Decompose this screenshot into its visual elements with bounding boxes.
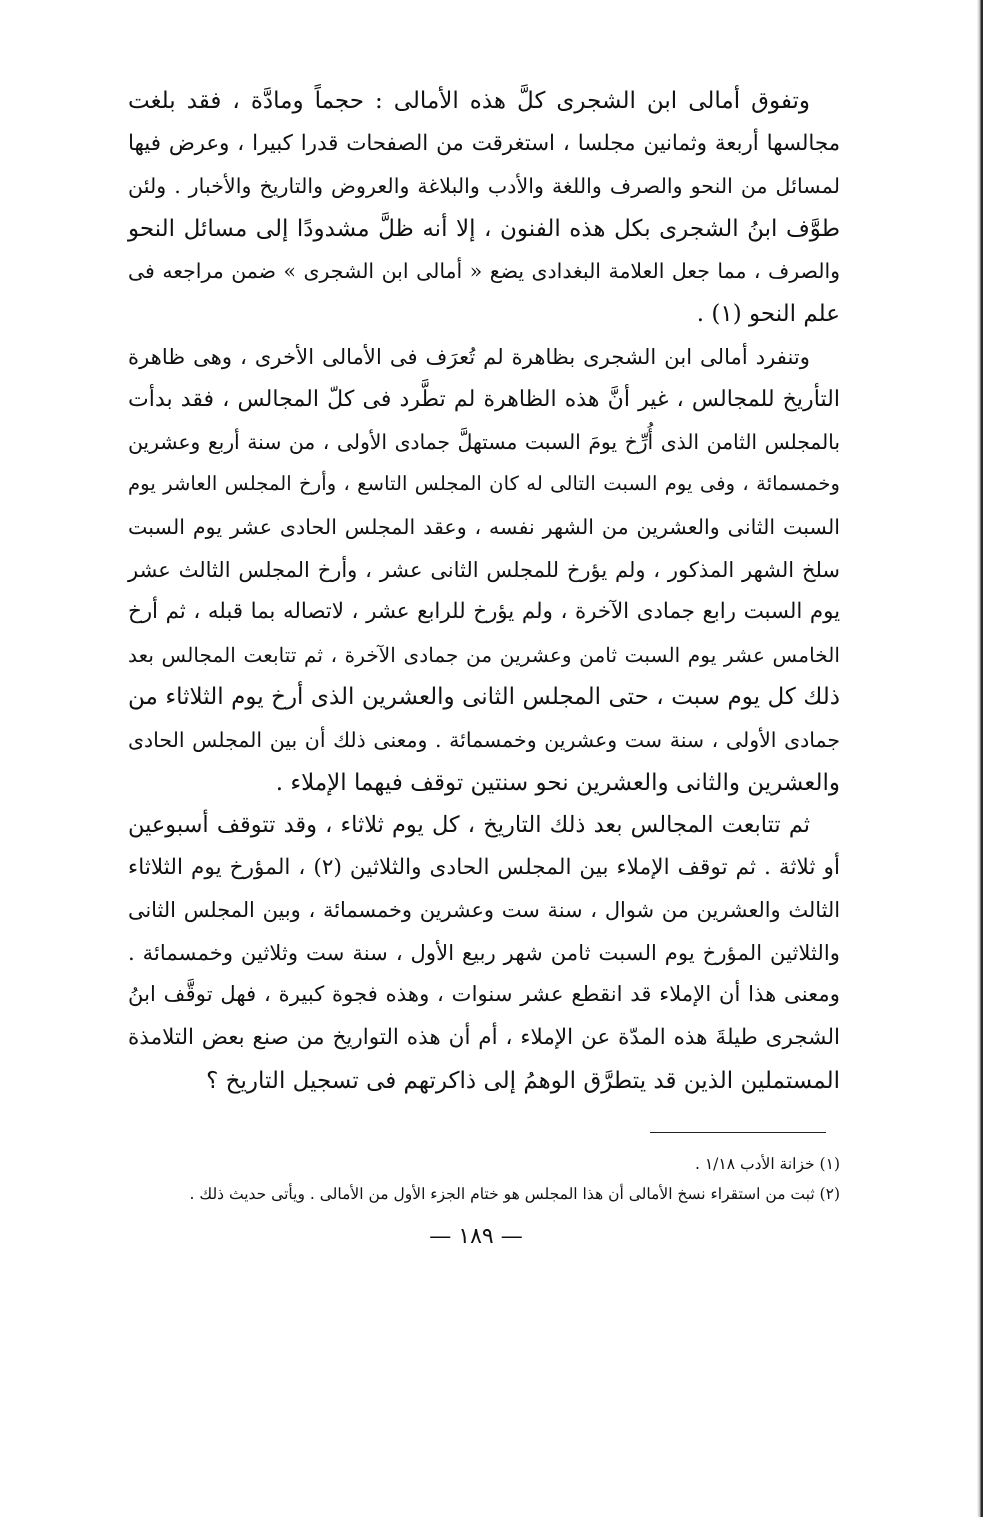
text-line: لمسائل من النحو والصرف واللغة والأدب والبلاغة والعروض والتاريخ والأخبار . ولئن bbox=[128, 174, 840, 199]
text-line: الثالث والعشرين من شوال ، سنة ست وعشرين وخمسمائة ، وبين المجلس الثانى bbox=[128, 898, 840, 923]
text-line: والثلاثين المؤرخ يوم السبت ثامن شهر ربيع الأول ، سنة ست وثلاثين وخمسمائة . bbox=[128, 939, 840, 965]
text-line: ثم تتابعت المجالس بعد ذلك التاريخ ، كل يوم ثلاثاء ، وقد تتوقف أسبوعين bbox=[128, 812, 810, 839]
paragraph-3 bbox=[128, 804, 840, 1102]
paragraph-2 bbox=[128, 336, 840, 805]
footnote-2: (٢) ثبت من استقراء نسخ الأمالى أن هذا المجلس هو ختام الجزء الأول من الأمالى . ويأتى حديث ذلك . bbox=[189, 1185, 840, 1203]
text-line: سلخ الشهر المذكور ، ولم يؤرخ للمجلس الثانى عشر ، وأرخ المجلس الثالث عشر bbox=[128, 557, 840, 582]
text-line: ومعنى هذا أن الإملاء قد انقطع عشر سنوات ، وهذه فجوة كبيرة ، فهل توقَّف ابنُ bbox=[128, 982, 840, 1008]
text-line: وخمسمائة ، وفى يوم السبت التالى له كان المجلس التاسع ، وأرخ المجلس العاشر يوم bbox=[128, 472, 840, 496]
page-number: — ١٨٩ — bbox=[429, 1224, 523, 1249]
text-line: وتنفرد أمالى ابن الشجرى بظاهرة لم تُعرَف فى الأمالى الأخرى ، وهى ظاهرة bbox=[128, 343, 810, 369]
text-line: المستملين الذين قد يتطرَّق الوهمُ إلى ذاكرتهم فى تسجيل التاريخ ؟ bbox=[206, 1067, 840, 1094]
text-line: التأريخ للمجالس ، غير أنَّ هذه الظاهرة لم تطَّرد فى كلّ المجالس ، فقد بدأت bbox=[128, 386, 840, 413]
text-line: يوم السبت رابع جمادى الآخرة ، ولم يؤرخ للرابع عشر ، لاتصاله بما قبله ، ثم أرخ bbox=[128, 599, 840, 625]
body-text bbox=[128, 80, 840, 1102]
text-line: الشجرى طيلةَ هذه المدّة عن الإملاء ، أم أن هذه التواريخ من صنع بعض التلامذة bbox=[128, 1025, 840, 1051]
text-line: جمادى الأولى ، سنة ست وعشرين وخمسمائة . ومعنى ذلك أن بين المجلس الحادى bbox=[128, 727, 840, 752]
text-line: وتفوق أمالى ابن الشجرى كلَّ هذه الأمالى : حجماً ومادَّة ، فقد بلغت bbox=[128, 88, 810, 114]
text-line: بالمجلس الثامن الذى أُرِّخ يومَ السبت مستهلَّ جمادى الأولى ، من سنة أربع وعشرين bbox=[128, 429, 840, 454]
page-binding-edge bbox=[977, 0, 983, 1517]
text-line: مجالسها أربعة وثمانين مجلسا ، استغرقت من الصفحات قدرا كبيرا ، وعرض فيها bbox=[128, 130, 840, 156]
footnote-1: (١) خزانة الأدب ١/١٨ . bbox=[695, 1155, 840, 1173]
footnotes bbox=[140, 1149, 840, 1209]
text-line: والعشرين والثانى والعشرين نحو سنتين توقف فيهما الإملاء . bbox=[275, 769, 840, 796]
text-line: طوَّف ابنُ الشجرى بكل هذه الفنون ، إلا أنه ظلَّ مشدودًا إلى مسائل النحو bbox=[128, 215, 840, 242]
paragraph-1 bbox=[128, 80, 840, 336]
text-line: السبت الثانى والعشرين من الشهر نفسه ، وعقد المجلس الحادى عشر يوم السبت bbox=[128, 514, 840, 539]
text-line: ذلك كل يوم سبت ، حتى المجلس الثانى والعشرين الذى أرخ يوم الثلاثاء من bbox=[128, 684, 840, 711]
text-line: أو ثلاثة . ثم توقف الإملاء بين المجلس الحادى والثلاثين (٢) ، المؤرخ يوم الثلاثاء bbox=[128, 854, 840, 880]
footnote-separator bbox=[650, 1132, 826, 1133]
text-line: الخامس عشر يوم السبت ثامن وعشرين من جمادى الآخرة ، ثم تتابعت المجالس بعد bbox=[128, 642, 840, 667]
text-line: علم النحو (١) . bbox=[696, 300, 840, 327]
text-line: والصرف ، مما جعل العلامة البغدادى يضع « أمالى ابن الشجرى » ضمن مراجعه فى bbox=[128, 259, 840, 284]
